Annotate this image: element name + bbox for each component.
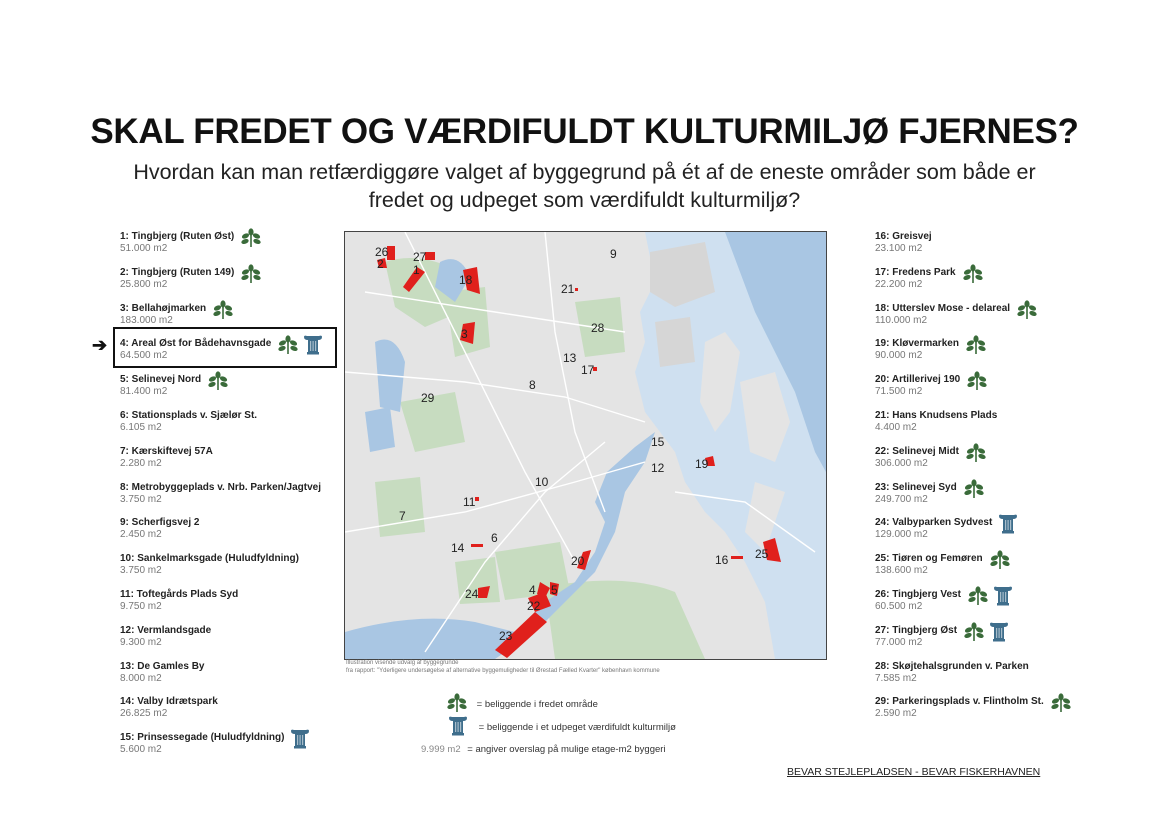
site-entry-7 — [120, 445, 213, 479]
subtitle-line-1: Hvordan kan man retfærdiggøre valget af byggegrund på ét af de eneste områder som både er — [133, 160, 1036, 184]
site-name: 11: Toftegårds Plads Syd — [120, 589, 239, 600]
map-label-6: 6 — [491, 531, 498, 545]
map-label-8: 8 — [529, 378, 536, 392]
map-label-2: 2 — [377, 257, 384, 271]
column-icon — [989, 622, 1009, 647]
site-name: 23: Selinevej Syd — [875, 481, 957, 493]
leaf-icon — [212, 300, 234, 325]
map-caption-line-2: fra rapport: "Yderligere undersøgelse af alternative byggemuligheder til Ørestad Fælled Kvarter" københavn kommune — [346, 668, 660, 674]
leaf-icon — [967, 586, 989, 611]
map-label-26: 26 — [375, 245, 389, 259]
site-entry-25 — [875, 552, 983, 586]
site-area: 138.600 m2 — [875, 565, 928, 577]
leaf-icon — [1050, 693, 1072, 718]
site-name: 20: Artillerivej 190 — [875, 374, 961, 386]
site-entry-27 — [875, 624, 957, 658]
map-label-5: 5 — [551, 583, 558, 597]
site-entry-28 — [875, 660, 1029, 694]
site-entry-12 — [120, 624, 211, 658]
site-area: 64.500 m2 — [120, 350, 168, 362]
map-label-12: 12 — [651, 461, 665, 475]
site-entry-2 — [120, 266, 234, 300]
site-entry-9 — [120, 516, 199, 550]
site-entry-15 — [120, 731, 284, 765]
site-name: 15: Prinsessegade (Huludfyldning) — [120, 732, 285, 744]
site-name: 7: Kærskiftevej 57A — [120, 445, 213, 457]
map-label-24: 24 — [465, 587, 479, 601]
map-label-23: 23 — [499, 629, 513, 643]
marker-14 — [471, 544, 483, 547]
site-name: 24: Valbyparken Sydvest — [875, 517, 993, 529]
site-area: 9.300 m2 — [120, 636, 162, 648]
map-label-9: 9 — [610, 247, 617, 261]
site-entry-13 — [120, 660, 205, 694]
leaf-icon — [965, 443, 987, 468]
site-name: 16: Greisvej — [875, 231, 932, 242]
site-name: 25: Tiøren og Femøren — [875, 553, 983, 565]
map-label-27: 27 — [413, 250, 427, 264]
map-label-29: 29 — [421, 391, 435, 405]
leaf-icon — [240, 228, 262, 253]
site-entry-3 — [120, 302, 206, 336]
site-name: 28: Skøjtehalsgrunden v. Parken — [875, 660, 1029, 672]
map-label-22: 22 — [527, 599, 541, 613]
map-label-19: 19 — [695, 457, 709, 471]
leaf-icon — [966, 371, 988, 396]
map-label-20: 20 — [571, 554, 585, 568]
site-area: 5.600 m2 — [120, 744, 162, 756]
site-entry-18 — [875, 302, 1010, 336]
site-name: 5: Selinevej Nord — [120, 374, 202, 386]
site-entry-19 — [875, 337, 959, 371]
site-entry-6 — [120, 409, 257, 443]
site-entry-14 — [120, 695, 218, 729]
legend-fredet — [446, 693, 598, 716]
column-icon — [448, 716, 468, 739]
leaf-icon — [963, 622, 985, 647]
leaf-icon — [989, 550, 1011, 575]
site-area: 22.200 m2 — [875, 278, 923, 290]
site-area: 25.800 m2 — [120, 278, 168, 290]
footer-slogan: BEVAR STEJLEPLADSEN - BEVAR FISKERHAVNEN — [787, 766, 1041, 778]
site-area: 71.500 m2 — [875, 386, 923, 398]
site-name: 1: Tingbjerg (Ruten Øst) — [120, 231, 235, 242]
column-icon — [998, 514, 1018, 539]
legend-area-text: = angiver overslag på mulige etage-m2 byggeri — [467, 744, 666, 755]
map-label-11: 11 — [463, 495, 476, 509]
leaf-icon — [207, 371, 229, 396]
site-entry-29 — [875, 695, 1044, 729]
map-label-15: 15 — [651, 435, 665, 449]
site-name: 13: De Gamles By — [120, 660, 205, 672]
site-name: 12: Vermlandsgade — [120, 624, 212, 636]
column-icon — [993, 586, 1013, 611]
site-area: 51.000 m2 — [120, 243, 168, 254]
site-area: 8.000 m2 — [120, 672, 162, 684]
map-label-17: 17 — [581, 363, 595, 377]
site-area: 183.000 m2 — [120, 314, 173, 326]
map-label-3: 3 — [461, 327, 468, 341]
site-name: 19: Kløvermarken — [875, 338, 959, 350]
marker-11 — [475, 497, 479, 501]
site-area: 7.585 m2 — [875, 672, 917, 684]
site-entry-4 — [120, 337, 271, 371]
site-entry-11 — [120, 588, 238, 622]
site-area: 60.500 m2 — [875, 601, 923, 612]
site-name: 9: Scherfigsvej 2 — [120, 517, 200, 529]
site-entry-16 — [875, 230, 932, 264]
legend-fredet-text: = beliggende i fredet område — [476, 699, 598, 711]
column-icon — [290, 729, 310, 754]
site-area: 110.000 m2 — [875, 314, 928, 326]
site-entry-5 — [120, 373, 201, 407]
site-name: 2: Tingbjerg (Ruten 149) — [120, 266, 235, 278]
site-name: 29: Parkeringsplads v. Flintholm St. — [875, 696, 1044, 708]
map-label-25: 25 — [755, 547, 769, 561]
site-entry-17 — [875, 266, 956, 300]
site-area: 4.400 m2 — [875, 422, 917, 433]
site-area: 306.000 m2 — [875, 457, 928, 469]
site-area: 81.400 m2 — [120, 386, 168, 398]
site-entry-26 — [875, 588, 961, 622]
map-label-14: 14 — [451, 541, 465, 555]
map-label-18: 18 — [459, 273, 473, 287]
marker-27 — [425, 252, 435, 260]
site-area: 26.825 m2 — [120, 708, 168, 720]
leaf-icon — [277, 335, 299, 360]
site-area: 6.105 m2 — [120, 422, 162, 433]
legend-area — [421, 744, 666, 755]
site-entry-20 — [875, 373, 960, 407]
map-label-1: 1 — [413, 263, 420, 277]
site-area: 2.280 m2 — [120, 457, 162, 469]
map-label-7: 7 — [399, 509, 406, 523]
site-name: 14: Valby Idrætspark — [120, 696, 218, 708]
leaf-icon — [963, 479, 985, 504]
leaf-icon — [446, 693, 468, 716]
map-label-10: 10 — [535, 475, 549, 489]
site-name: 18: Utterslev Mose - delareal — [875, 302, 1011, 314]
site-name: 21: Hans Knudsens Plads — [875, 410, 998, 421]
leaf-icon — [240, 264, 262, 289]
site-area: 129.000 m2 — [875, 529, 928, 541]
map-caption-line-1: Illustration visende udvalg af byggegrunde — [346, 660, 459, 666]
page-title: SKAL FREDET OG VÆRDIFULDT KULTURMILJØ FJERNES? — [90, 112, 1079, 151]
site-name: 17: Fredens Park — [875, 266, 956, 278]
site-area: 2.450 m2 — [120, 529, 162, 541]
map-label-21: 21 — [561, 282, 575, 296]
column-icon — [303, 335, 323, 360]
site-area: 3.750 m2 — [120, 565, 162, 577]
map-label-4: 4 — [529, 583, 536, 597]
site-name: 4: Areal Øst for Bådehavnsgade — [120, 338, 272, 350]
site-entry-23 — [875, 481, 957, 515]
marker-16 — [731, 556, 743, 559]
marker-21 — [575, 288, 578, 291]
site-entry-22 — [875, 445, 959, 479]
site-entry-24 — [875, 516, 992, 550]
leaf-icon — [965, 335, 987, 360]
leaf-icon — [962, 264, 984, 289]
subtitle-line-2: fredet og udpeget som værdifuldt kulturmiljø? — [368, 188, 801, 212]
site-area: 249.700 m2 — [875, 493, 928, 505]
map-canvas — [345, 232, 826, 659]
site-name: 22: Selinevej Midt — [875, 445, 959, 457]
site-area: 9.750 m2 — [120, 601, 162, 612]
site-area: 90.000 m2 — [875, 350, 923, 362]
site-name: 26: Tingbjerg Vest — [875, 589, 961, 600]
site-name: 6: Stationsplads v. Sjælør St. — [120, 410, 258, 421]
site-name: 8: Metrobyggeplads v. Nrb. Parken/Jagtvej — [120, 481, 321, 493]
site-entry-1 — [120, 230, 234, 264]
site-area: 3.750 m2 — [120, 493, 162, 505]
site-entry-10 — [120, 552, 299, 586]
site-area: 23.100 m2 — [875, 243, 923, 254]
legend-area-example: 9.999 m2 — [421, 744, 461, 755]
site-area: 77.000 m2 — [875, 636, 923, 648]
leaf-icon — [1016, 300, 1038, 325]
map-label-28: 28 — [591, 321, 605, 335]
legend-kultur-text: = beliggende i et udpeget værdifuldt kulturmiljø — [478, 722, 676, 734]
map-label-13: 13 — [563, 351, 577, 365]
map-label-16: 16 — [715, 553, 729, 567]
map — [344, 231, 827, 660]
site-name: 3: Bellahøjmarken — [120, 302, 207, 314]
legend-kultur — [448, 716, 676, 739]
site-entry-8 — [120, 481, 321, 515]
site-name: 10: Sankelmarksgade (Huludfyldning) — [120, 553, 299, 565]
site-entry-21 — [875, 409, 997, 443]
arrow-right-icon: ➔ — [92, 335, 108, 355]
site-area: 2.590 m2 — [875, 708, 917, 720]
site-name: 27: Tingbjerg Øst — [875, 624, 958, 636]
